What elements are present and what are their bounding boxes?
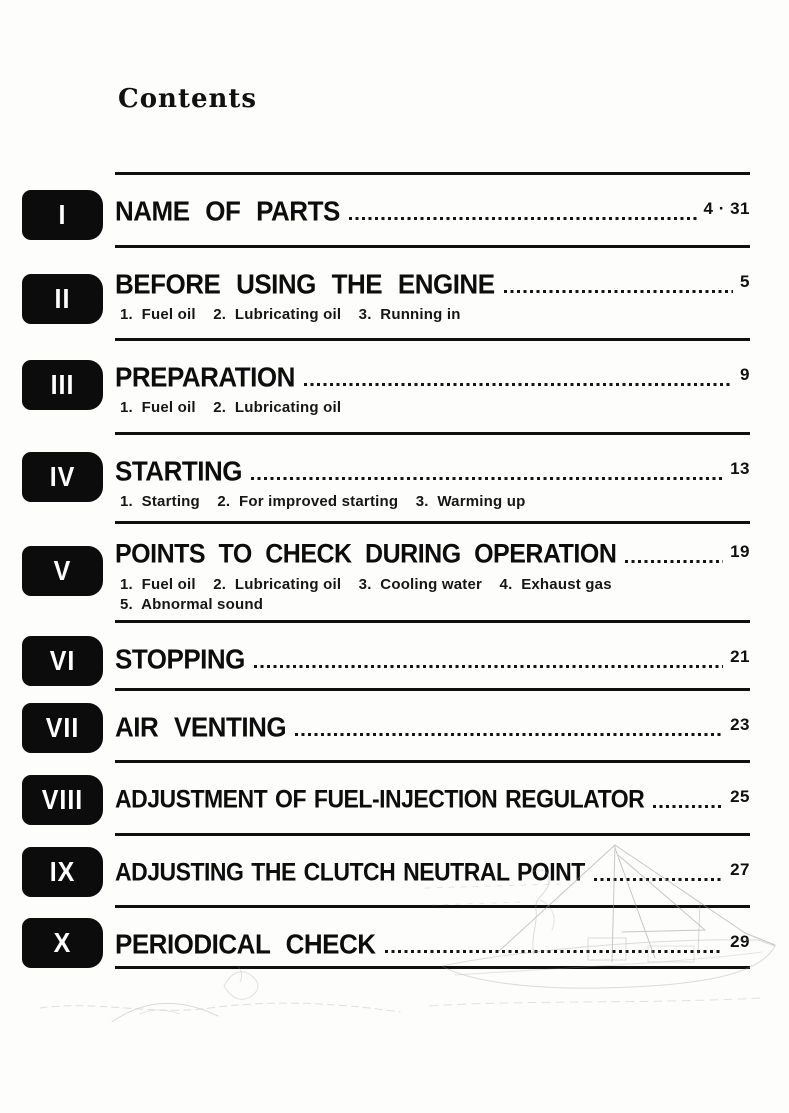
entry-page-number: 4 · 31 (703, 199, 750, 218)
entry-page-number: 29 (730, 932, 750, 951)
dot-leader (385, 949, 724, 953)
chapter-numeral: I (58, 198, 67, 231)
dot-leader (304, 382, 733, 386)
toc-entry-adjusting-the-clutch-neutral-point (49, 833, 750, 905)
chapter-numeral: VI (49, 644, 76, 677)
chapter-badge (22, 190, 103, 240)
chapter-badge (22, 452, 103, 502)
page-title: Contents (118, 84, 258, 114)
chapter-badge (22, 847, 103, 897)
chapter-badge (22, 546, 103, 596)
toc-entry-adjustment-of-fuel-injection-regulator (41, 760, 750, 833)
entry-subitems: 1. Fuel oil 2. Lubricating oil (120, 399, 342, 416)
entry-page-number: 19 (730, 542, 750, 561)
dot-leader (295, 732, 723, 736)
toc-entry-stopping (49, 620, 750, 688)
entry-title: STARTING (115, 454, 242, 487)
chapter-badge (22, 274, 103, 324)
entry-title: PREPARATION (115, 360, 295, 393)
entry-title: NAME OF PARTS (115, 194, 340, 227)
entry-page-number: 25 (730, 787, 750, 806)
chapter-numeral: X (53, 926, 72, 959)
entry-page-number: 9 (740, 365, 750, 384)
toc-entry-before-using-the-engine (54, 245, 750, 338)
entry-page-number: 13 (730, 459, 750, 478)
chapter-badge (22, 775, 103, 825)
chapter-numeral: VII (45, 711, 80, 744)
entry-title: PERIODICAL CHECK (115, 927, 376, 960)
chapter-numeral: IV (49, 460, 76, 493)
entry-subitems: 1. Fuel oil 2. Lubricating oil 3. Running in (120, 306, 461, 323)
chapter-badge (22, 703, 103, 753)
entry-title: ADJUSTING THE CLUTCH NEUTRAL POINT (115, 857, 585, 886)
chapter-badge (22, 636, 103, 686)
table-of-contents (41, 172, 750, 969)
chapter-numeral: III (50, 368, 75, 401)
chapter-numeral: II (54, 282, 71, 315)
chapter-numeral: VIII (41, 783, 84, 816)
dot-leader (625, 559, 723, 563)
dot-leader (594, 877, 723, 881)
entry-subitems-line2: 5. Abnormal sound (120, 596, 264, 613)
entry-subitems: 1. Fuel oil 2. Lubricating oil 3. Cooling water 4. Exhaust gas (120, 576, 612, 593)
chapter-numeral: IX (49, 855, 76, 888)
chapter-badge (22, 918, 103, 968)
toc-entry-starting (49, 432, 750, 521)
entry-page-number: 5 (740, 272, 750, 291)
closing-rule (115, 966, 750, 969)
entry-title: AIR VENTING (115, 710, 287, 743)
entry-title: STOPPING (115, 642, 245, 675)
entry-page-number: 23 (730, 715, 750, 734)
chapter-badge (22, 360, 103, 410)
entry-subitems: 1. Starting 2. For improved starting 3. Warming up (120, 493, 526, 510)
toc-entry-points-to-check-during-operation (53, 521, 750, 620)
entry-page-number: 27 (730, 860, 750, 879)
dot-leader (504, 289, 733, 293)
toc-entry-name-of-parts (58, 172, 750, 245)
entry-title: ADJUSTMENT OF FUEL-INJECTION REGULATOR (115, 784, 645, 813)
toc-entry-preparation (50, 338, 750, 432)
toc-entry-periodical-check (53, 905, 750, 966)
chapter-numeral: V (53, 554, 72, 587)
dot-leader (254, 664, 723, 668)
dot-leader (251, 476, 723, 480)
toc-entry-air-venting (45, 688, 750, 760)
entry-title: POINTS TO CHECK DURING OPERATION (115, 538, 617, 569)
entry-page-number: 21 (730, 647, 750, 666)
dot-leader (349, 216, 697, 220)
dot-leader (653, 804, 723, 808)
entry-title: BEFORE USING THE ENGINE (115, 267, 495, 300)
